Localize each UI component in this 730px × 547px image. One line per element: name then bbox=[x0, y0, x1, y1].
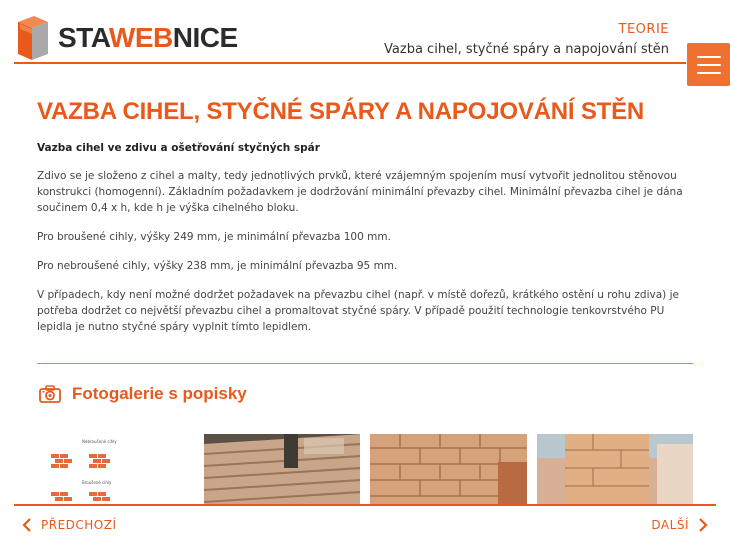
gallery-heading bbox=[39, 384, 247, 404]
hamburger-icon-line-3 bbox=[697, 72, 721, 74]
header-category[interactable]: TEORIE bbox=[618, 22, 669, 37]
main-content bbox=[37, 98, 693, 335]
logo-part-web: WEB bbox=[108, 22, 173, 53]
gallery-thumbnails bbox=[37, 434, 693, 504]
brick-bond-diagram bbox=[37, 434, 194, 504]
gallery-thumb-wall-sky[interactable] bbox=[537, 434, 694, 504]
logo-part-sta: STA bbox=[58, 22, 109, 53]
content-divider bbox=[37, 363, 693, 364]
logo-part-nice: NICE bbox=[172, 22, 238, 53]
menu-button[interactable] bbox=[687, 43, 730, 86]
gallery-thumb-wall-corner[interactable] bbox=[370, 434, 527, 504]
diagram-heading-1: Nebroušené cihly bbox=[82, 439, 117, 444]
chevron-left-icon bbox=[22, 518, 32, 532]
site-header bbox=[0, 0, 730, 66]
next-label: DALŠÍ bbox=[651, 518, 689, 532]
next-page-link[interactable] bbox=[651, 518, 708, 532]
photo-brick-wall bbox=[370, 434, 527, 504]
paragraph: Zdivo se je složeno z cihel a malty, tedy jednotlivých prvků, které vzájemným spojením musí vytvořit jednolitou stěnovou konstrukci (homogenní). Základním požadavkem je dodržování minimální převazby cihel. Minimální převazba cihel je dána součinem 0,4 x h, kde h je výška cihelného bloku. bbox=[37, 169, 683, 214]
photo-brick-wall-sky bbox=[537, 434, 694, 504]
page-title: VAZBA CIHEL, STYČNÉ SPÁRY A NAPOJOVÁNÍ STĚN bbox=[37, 98, 645, 125]
chevron-right-icon bbox=[698, 518, 708, 532]
gallery-thumb-diagram[interactable] bbox=[37, 434, 194, 504]
prev-label: PŘEDCHOZÍ bbox=[41, 518, 117, 532]
gallery-thumb-wall-top[interactable] bbox=[204, 434, 361, 504]
header-divider bbox=[14, 62, 686, 64]
diagram-heading-2: Broušené cihly bbox=[82, 480, 112, 485]
hamburger-icon-line-2 bbox=[697, 64, 721, 66]
logo-text bbox=[58, 24, 238, 52]
paragraph: Pro broušené cihly, výšky 249 mm, je minimální převazba 100 mm. bbox=[37, 230, 391, 243]
header-page-title: Vazba cihel, styčné spáry a napojování stěn bbox=[384, 42, 669, 57]
prev-page-link[interactable] bbox=[22, 518, 117, 532]
photo-brick-wall-top bbox=[204, 434, 361, 504]
brick-cube-icon bbox=[14, 14, 50, 62]
gallery-title: Fotogalerie s popisky bbox=[72, 384, 247, 403]
footer-divider bbox=[14, 504, 716, 506]
section-subtitle: Vazba cihel ve zdivu a ošetřování styčných spár bbox=[37, 141, 320, 154]
hamburger-icon-line-1 bbox=[697, 56, 721, 58]
paragraph: Pro nebroušené cihly, výšky 238 mm, je minimální převazba 95 mm. bbox=[37, 259, 398, 272]
camera-icon bbox=[39, 385, 61, 403]
site-logo[interactable] bbox=[14, 13, 254, 63]
paragraph: V případech, kdy není možné dodržet požadavek na převazbu cihel (např. v místě dořezů, krátkého ostění u rohu zdiva) je potřeba dodržet co největší převazbu cihel a promaltovat styčné spáry. V případě použití technologie tenkovrstvého PU lepidla je nutno styčné spáry vyplnit tímto lepidlem. bbox=[37, 288, 679, 333]
